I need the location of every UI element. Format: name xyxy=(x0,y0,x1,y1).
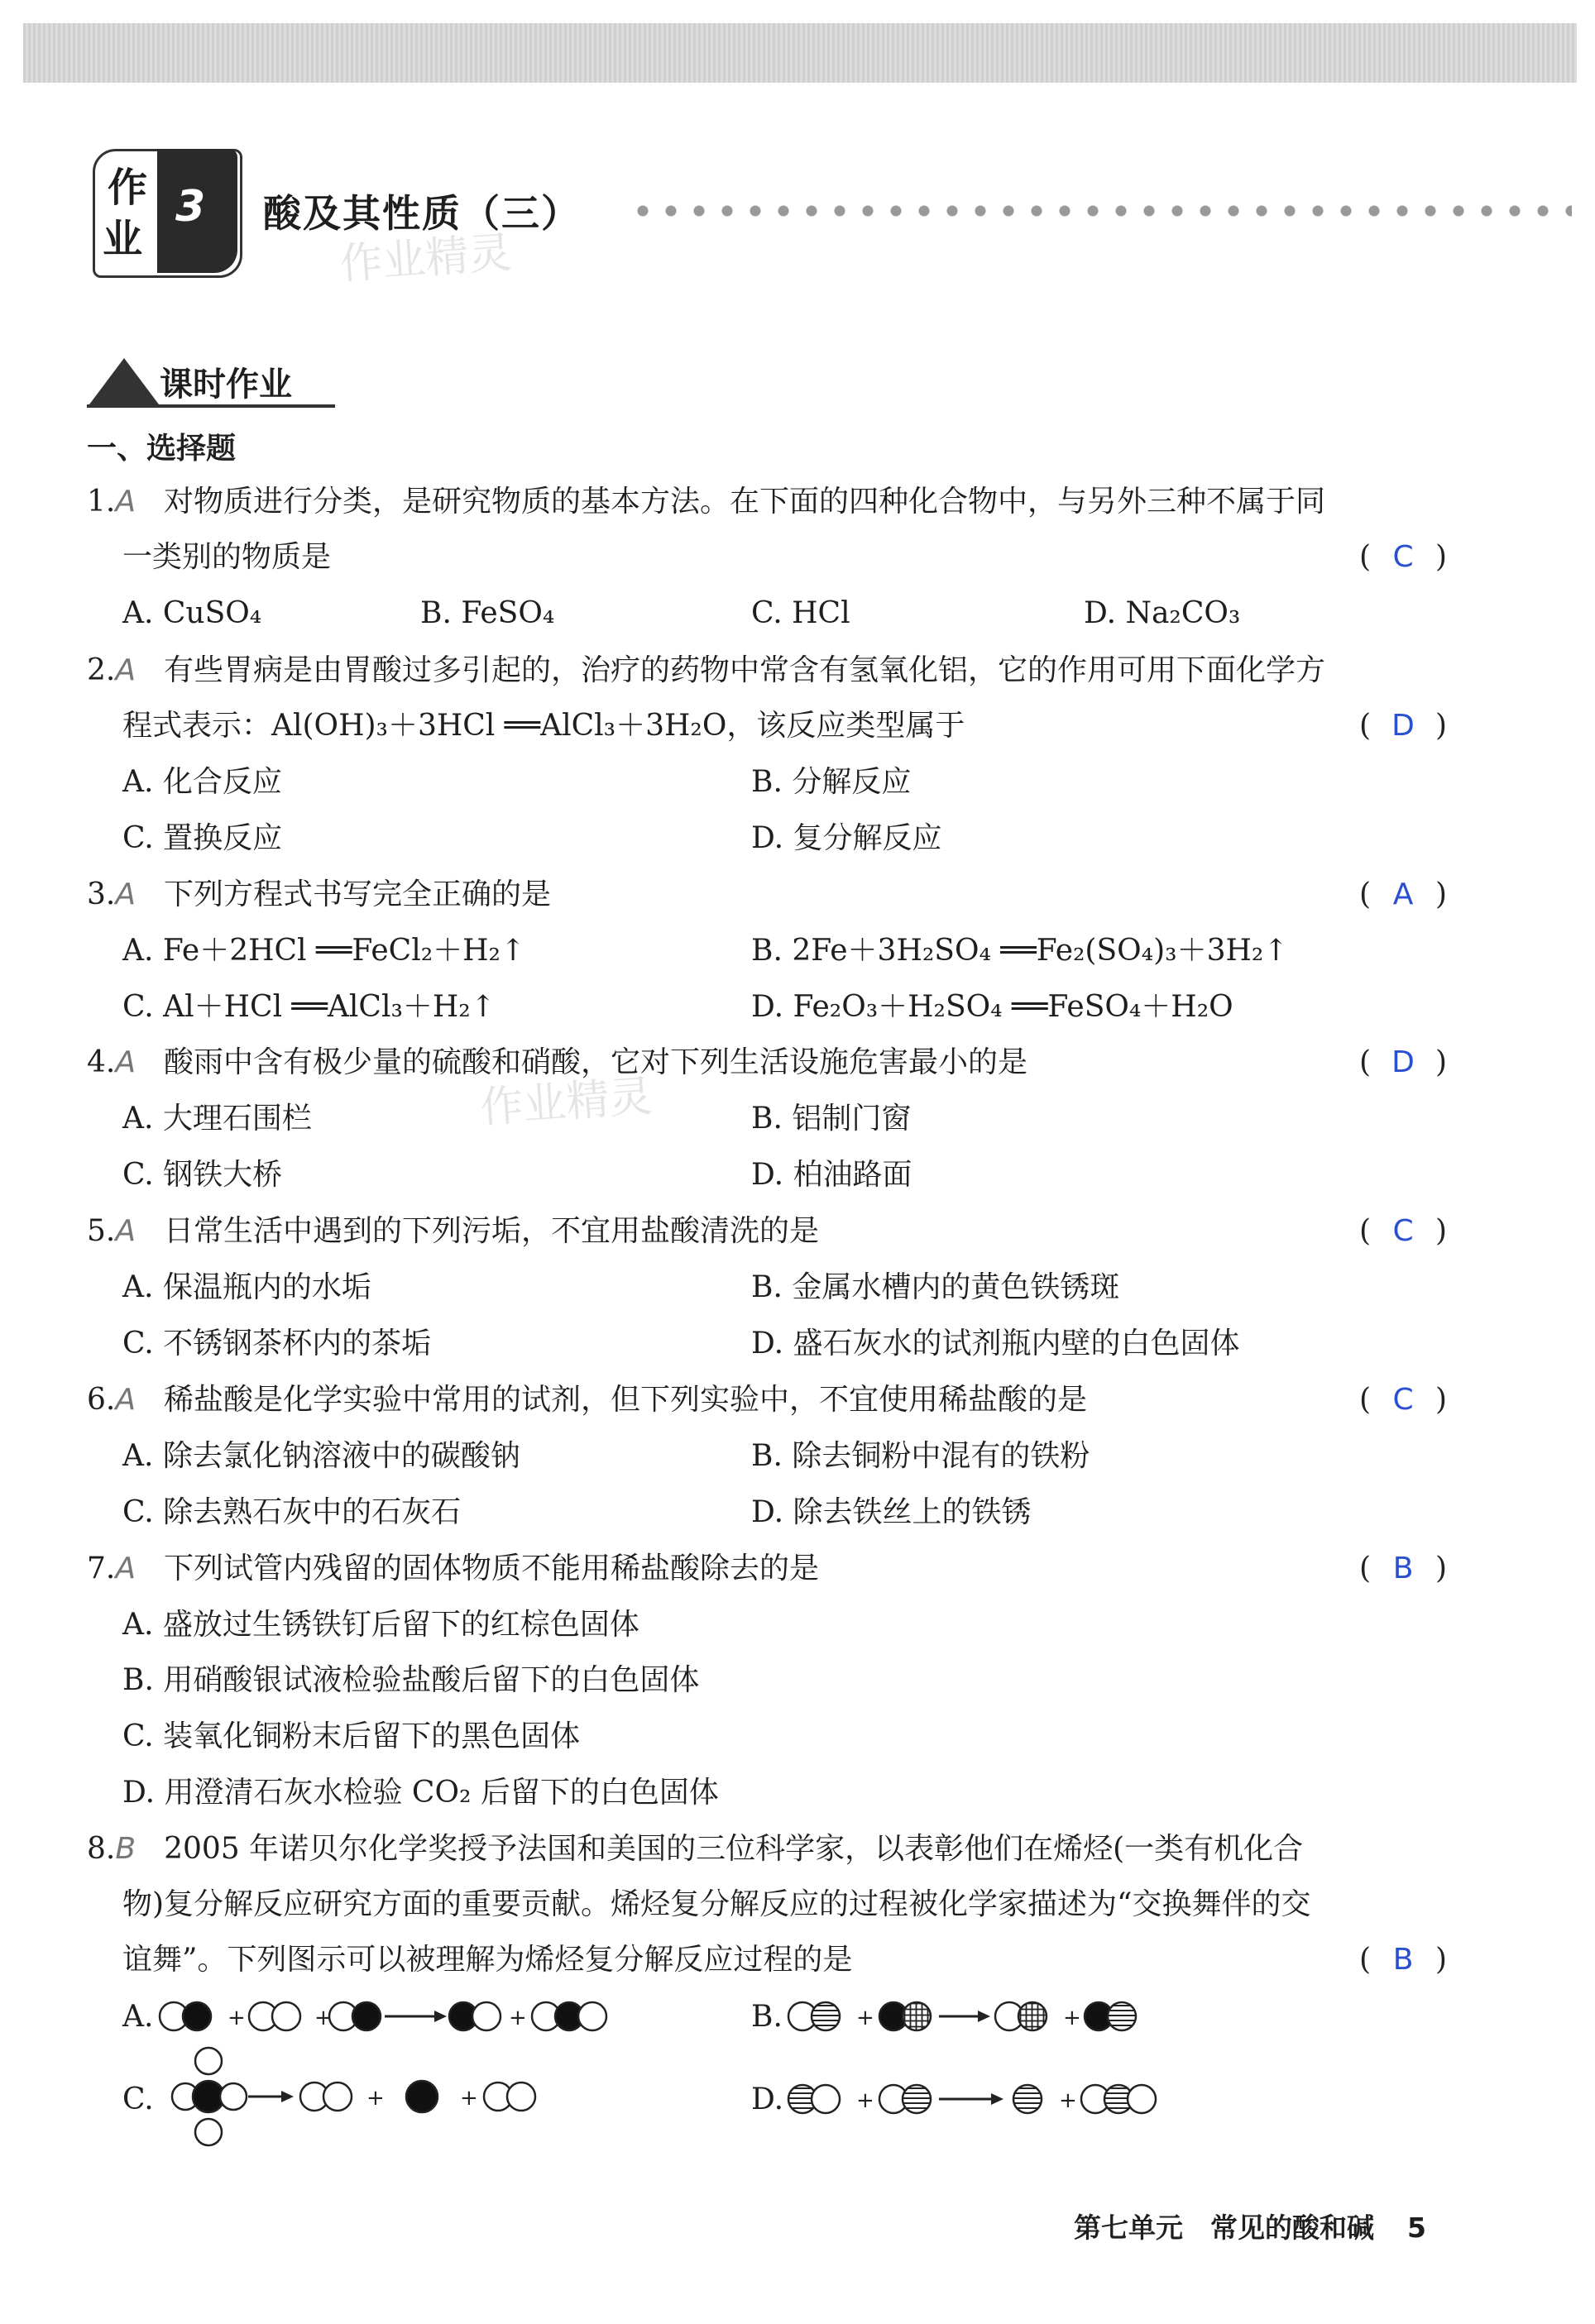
molecule-diagram-a xyxy=(157,1983,629,2049)
option-a-label: A. xyxy=(122,2000,154,2034)
svg-text:+: + xyxy=(1059,2088,1077,2113)
watermark: 作业精灵 xyxy=(478,1071,654,1134)
option: D. 盛石灰水的试剂瓶内壁的白色固体 xyxy=(751,1327,1240,1360)
option: C. HCl xyxy=(751,596,850,630)
question-4: 4.A 酸雨中含有极少量的硫酸和硝酸，它对下列生活设施危害最小的是 xyxy=(87,1045,1028,1079)
svg-text:+: + xyxy=(314,2006,333,2030)
option-c-label: C. xyxy=(122,2083,154,2116)
option-b-label: B. xyxy=(751,2000,783,2034)
answer-4: ( D ) xyxy=(1359,1045,1448,1079)
option: B. 金属水槽内的黄色铁锈斑 xyxy=(751,1270,1120,1304)
option: B. 用硝酸银试液检验盐酸后留下的白色固体 xyxy=(122,1663,700,1697)
option: D. Na₂CO₃ xyxy=(1084,596,1241,630)
question-8-line-2: 物)复分解反应研究方面的重要贡献。烯烃复分解反应的过程被化学家描述为“交换舞伴的交 xyxy=(122,1887,1311,1921)
assignment-badge xyxy=(93,149,237,273)
molecule-diagram-c xyxy=(157,2043,554,2150)
svg-text:+: + xyxy=(366,2086,385,2111)
badge-number: 3 xyxy=(175,182,206,232)
footer-unit: 第七单元 常见的酸和碱 xyxy=(1074,2212,1374,2244)
question-2: 2.A 有些胃病是由胃酸过多引起的，治疗的药物中常含有氢氧化铝，它的作用可用下面化学方 xyxy=(87,653,1326,687)
option: B. 除去铜粉中混有的铁粉 xyxy=(751,1439,1090,1473)
option: D. 复分解反应 xyxy=(751,821,942,855)
section-heading xyxy=(87,351,335,409)
svg-text:+: + xyxy=(228,2006,246,2030)
answer-2: ( D ) xyxy=(1359,709,1448,743)
answer-5: ( C ) xyxy=(1359,1214,1448,1248)
svg-text:+: + xyxy=(460,2086,478,2111)
option: B. FeSO₄ xyxy=(420,596,555,630)
molecule-diagram-b xyxy=(786,1983,1183,2049)
molecule-diagram-d xyxy=(786,2066,1183,2132)
question-3: 3.A 下列方程式书写完全正确的是 xyxy=(87,877,552,911)
option: C. 除去熟石灰中的石灰石 xyxy=(122,1495,462,1529)
option: C. Al＋HCl ══AlCl₃＋H₂↑ xyxy=(122,990,496,1024)
page-title: 酸及其性质（三） xyxy=(263,191,581,236)
badge-bottom-char: 业 xyxy=(103,216,143,262)
question-1: 1.A 对物质进行分类，是研究物质的基本方法。在下面的四种化合物中，与另外三种不属于同 xyxy=(87,485,1326,519)
question-7: 7.A 下列试管内残留的固体物质不能用稀盐酸除去的是 xyxy=(87,1552,820,1585)
question-6: 6.A 稀盐酸是化学实验中常用的试剂，但下列实验中，不宜使用稀盐酸的是 xyxy=(87,1383,1088,1417)
answer-6: ( C ) xyxy=(1359,1383,1448,1417)
option: A. 化合反应 xyxy=(122,765,282,799)
page-footer xyxy=(1074,2207,1426,2245)
svg-text:+: + xyxy=(856,2006,874,2030)
badge-top-char: 作 xyxy=(108,165,148,211)
option: C. 钢铁大桥 xyxy=(122,1158,283,1192)
option: D. Fe₂O₃＋H₂SO₄ ══FeSO₄＋H₂O xyxy=(751,990,1233,1024)
answer-7: ( B ) xyxy=(1359,1552,1448,1585)
option: B. 铝制门窗 xyxy=(751,1102,912,1136)
question-2-line-2: 程式表示：Al(OH)₃＋3HCl ══AlCl₃＋3H₂O，该反应类型属于 xyxy=(122,709,965,743)
option-d-label: D. xyxy=(751,2083,784,2116)
svg-text:+: + xyxy=(1063,2006,1081,2030)
question-8: 8.B 2005 年诺贝尔化学奖授予法国和美国的三位科学家，以表彰他们在烯烃(一类有机化合 xyxy=(87,1832,1304,1866)
answer-8: ( B ) xyxy=(1359,1943,1448,1977)
option: A. Fe＋2HCl ══FeCl₂＋H₂↑ xyxy=(122,934,526,968)
option: A. 保温瓶内的水垢 xyxy=(122,1270,371,1304)
option: C. 装氧化铜粉末后留下的黑色固体 xyxy=(122,1719,581,1753)
option: B. 2Fe＋3H₂SO₄ ══Fe₂(SO₄)₃＋3H₂↑ xyxy=(751,934,1289,968)
option: D. 柏油路面 xyxy=(751,1158,912,1192)
option: C. 置换反应 xyxy=(122,821,283,855)
title-dot-rule xyxy=(637,205,1572,217)
question-1-line-2: 一类别的物质是 xyxy=(122,540,332,574)
option: A. 盛放过生锈铁钉后留下的红棕色固体 xyxy=(122,1608,639,1642)
option: A. CuSO₄ xyxy=(122,596,262,630)
option: B. 分解反应 xyxy=(751,765,912,799)
question-5: 5.A 日常生活中遇到的下列污垢，不宜用盐酸清洗的是 xyxy=(87,1214,820,1248)
option: D. 除去铁丝上的铁锈 xyxy=(751,1495,1032,1529)
answer-3: ( A ) xyxy=(1359,877,1448,911)
answer-1: ( C ) xyxy=(1359,540,1448,574)
option: A. 除去氯化钠溶液中的碳酸钠 xyxy=(122,1439,520,1473)
part-title: 一、选择题 xyxy=(87,432,237,466)
svg-text:+: + xyxy=(856,2088,874,2113)
page-number: 5 xyxy=(1407,2212,1426,2244)
option: D. 用澄清石灰水检验 CO₂ 后留下的白色固体 xyxy=(122,1776,719,1810)
section-title: 课时作业 xyxy=(160,366,292,404)
question-8-line-3: 谊舞”。下列图示可以被理解为烯烃复分解反应过程的是 xyxy=(122,1943,853,1977)
svg-text:+: + xyxy=(509,2006,527,2030)
watermark: 作业精灵 xyxy=(338,227,514,290)
top-banner xyxy=(23,23,1577,83)
option: A. 大理石围栏 xyxy=(122,1102,312,1136)
triangle-icon xyxy=(87,358,161,408)
option: C. 不锈钢茶杯内的茶垢 xyxy=(122,1327,432,1360)
